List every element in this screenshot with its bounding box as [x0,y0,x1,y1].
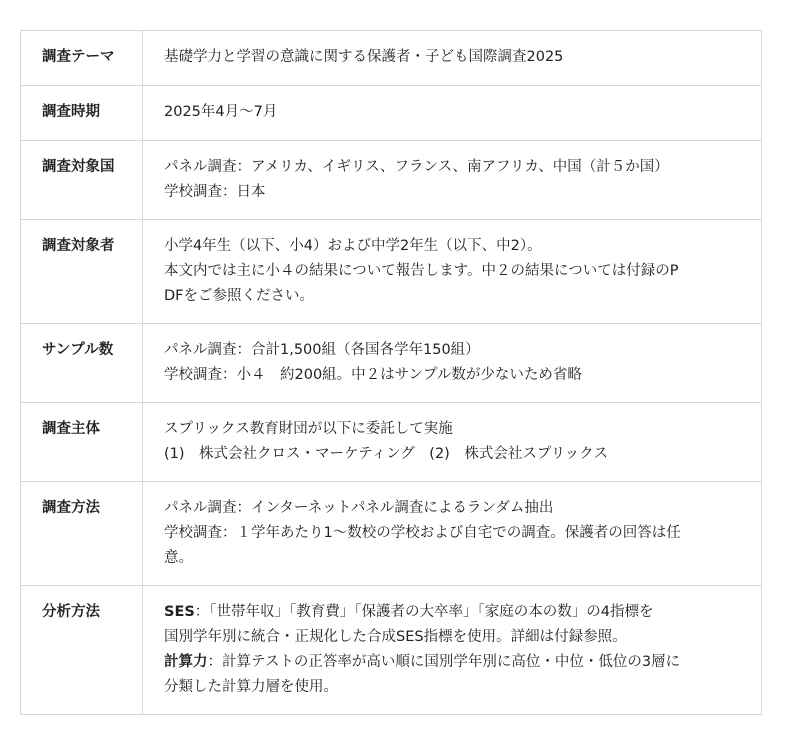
value-line: 学校調査：１学年あたり1〜数校の学校および自宅での調査。保護者の回答は任 [164,525,681,541]
value-line: パネル調査：インターネットパネル調査によるランダム抽出 [164,500,554,516]
row-value-theme [143,31,762,86]
table-row [21,31,762,86]
table-row [21,403,762,482]
row-label-method: 調査方法 [21,482,143,586]
value-line: 意。 [164,550,193,566]
row-label-sample-size: サンプル数 [21,324,143,403]
table-row [21,324,762,403]
row-value-method [143,482,762,586]
row-value-organizer [143,403,762,482]
table-row [21,86,762,141]
table-row [21,141,762,220]
row-label-organizer: 調査主体 [21,403,143,482]
value-line: パネル調査：合計1,500組（各国各学年150組） [164,342,480,358]
calc-description: ：計算テストの正答率が高い順に国別学年別に高位・中位・低位の3層に [207,654,681,670]
row-label-period: 調査時期 [21,86,143,141]
survey-overview-table [20,30,762,715]
value-line [164,650,741,675]
value-line: DFをご参照ください。 [164,288,315,304]
value-line [164,600,741,625]
value-line: パネル調査：アメリカ、イギリス、フランス、南アフリカ、中国（計５か国） [164,159,669,175]
row-value-subjects [143,220,762,324]
row-value-analysis [143,586,762,715]
table-row [21,220,762,324]
value-line: 2025年4月〜7月 [164,104,278,120]
value-line: (1) 株式会社クロス・マーケティング (2) 株式会社スプリックス [164,446,609,462]
row-value-countries [143,141,762,220]
ses-term: SES [164,604,195,620]
table-row [21,482,762,586]
value-line: スプリックス教育財団が以下に委託して実施 [164,421,453,437]
row-label-countries: 調査対象国 [21,141,143,220]
value-line: 国別学年別に統合・正規化した合成SES指標を使用。詳細は付録参照。 [164,629,627,645]
value-line: 学校調査：小４ 約200組。中２はサンプル数が少ないため省略 [164,367,582,383]
value-line: 分類した計算力層を使用。 [164,679,338,695]
row-label-analysis: 分析方法 [21,586,143,715]
row-label-subjects: 調査対象者 [21,220,143,324]
calc-term: 計算力 [164,654,208,670]
value-line: 学校調査：日本 [164,184,266,200]
value-line: 本文内では主に小４の結果について報告します。中２の結果については付録のP [164,263,679,279]
ses-description: ：「世帯年収」「教育費」「保護者の大卒率」「家庭の本の数」の4指標を [194,604,654,620]
row-label-theme: 調査テーマ [21,31,143,86]
value-line: 小学4年生（以下、小4）および中学2年生（以下、中2）。 [164,238,542,254]
value-line: 基礎学力と学習の意識に関する保護者・子ども国際調査2025 [164,49,564,65]
table-row [21,586,762,715]
row-value-sample-size [143,324,762,403]
row-value-period [143,86,762,141]
